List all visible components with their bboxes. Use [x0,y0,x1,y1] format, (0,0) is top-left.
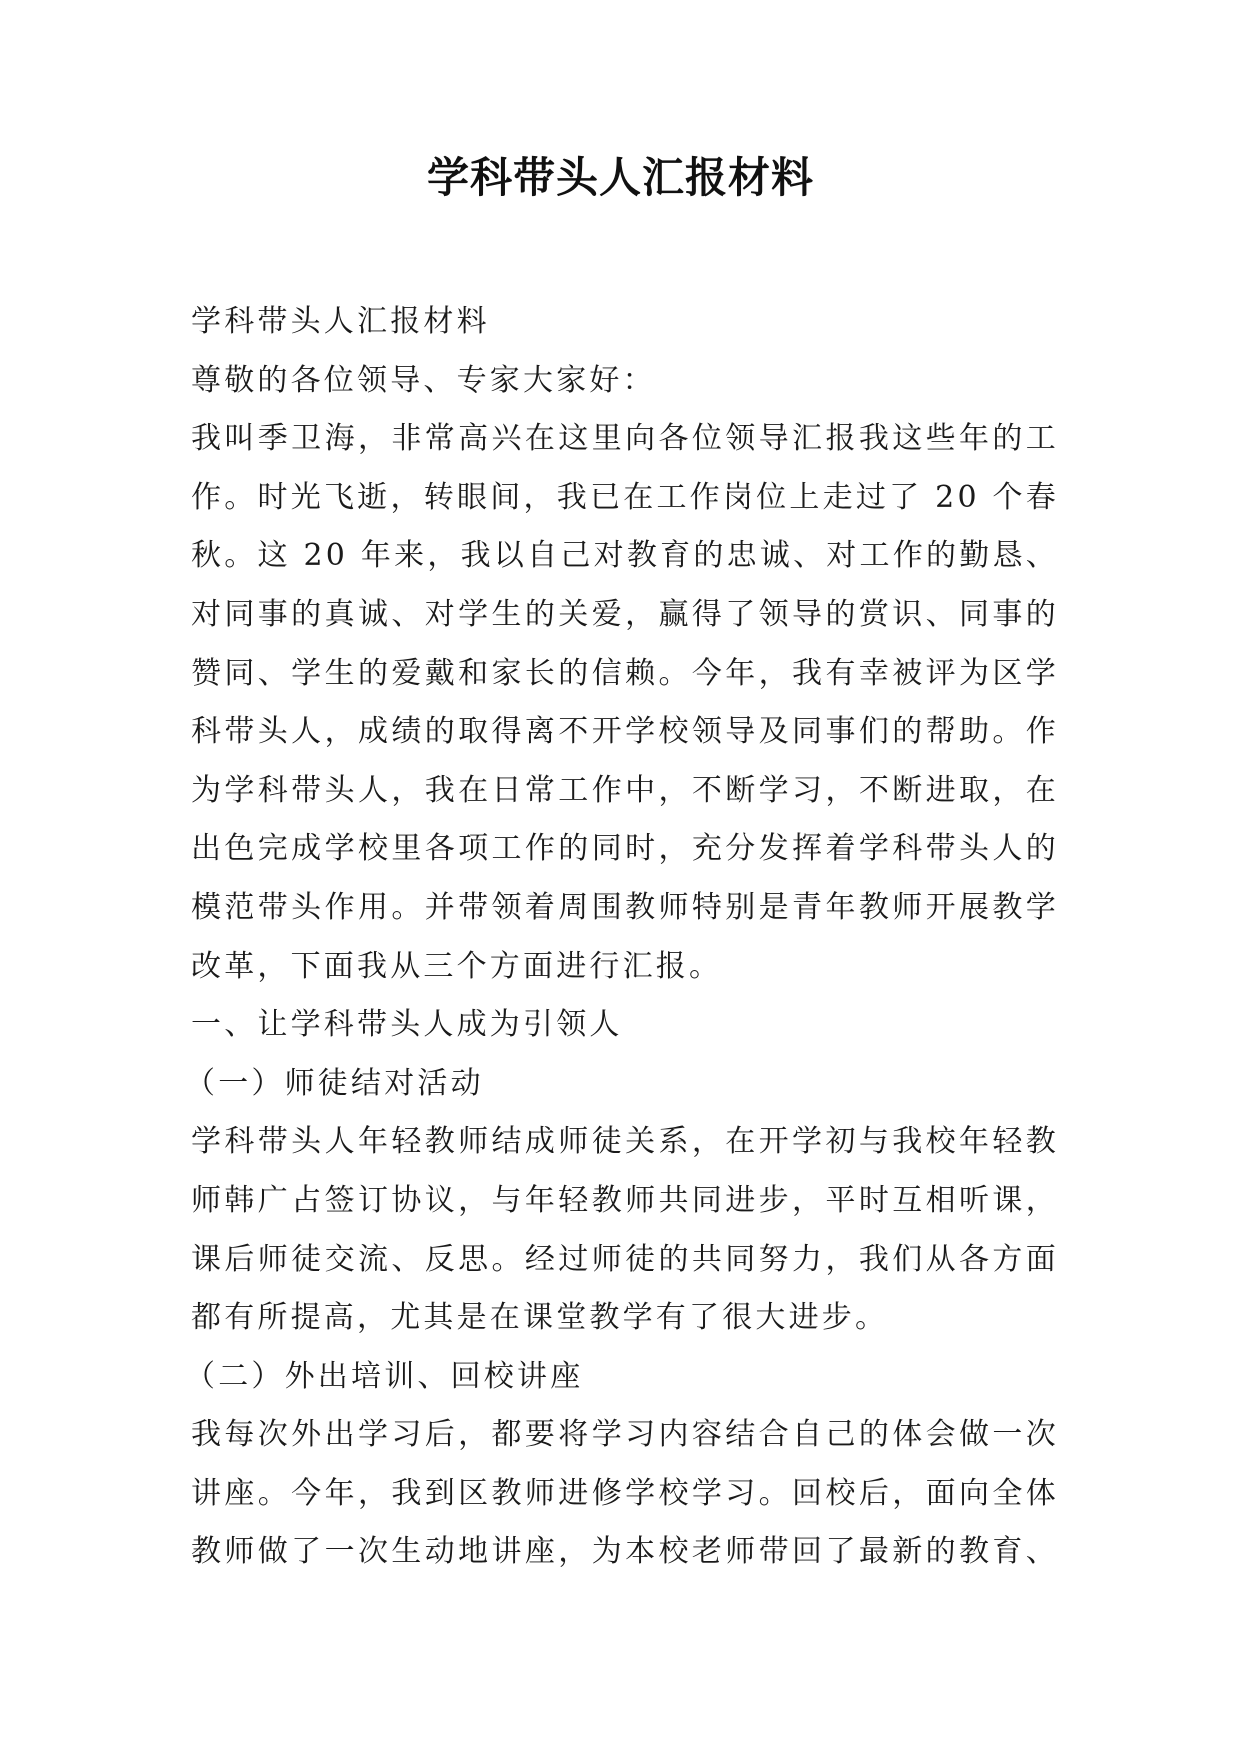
body-line: 改革，下面我从三个方面进行汇报。 [191,948,723,984]
body-line: 教师做了一次生动地讲座，为本校老师带回了最新的教育、 [191,1534,1059,1570]
body-line: 模范带头作用。并带领着周围教师特别是青年教师开展教学 [191,889,1059,925]
body-line: 都有所提高，尤其是在课堂教学有了很大进步。 [191,1300,889,1336]
subsection-heading-2: （二）外出培训、回校讲座 [185,1358,584,1394]
body-line: 讲座。今年，我到区教师进修学校学习。回校后，面向全体 [191,1475,1059,1511]
body-line: 对同事的真诚、对学生的关爱，赢得了领导的赏识、同事的 [191,596,1059,632]
section-heading-1: 一、让学科带头人成为引领人 [191,1007,623,1043]
body-line: 为学科带头人，我在日常工作中，不断学习，不断进取，在 [191,772,1059,808]
body-line: 秋。这 20 年来，我以自己对教育的忠诚、对工作的勤恳、 [191,538,1059,574]
body-line: 课后师徒交流、反思。经过师徒的共同努力，我们从各方面 [191,1241,1059,1277]
document-title: 学科带头人汇报材料 [426,153,814,202]
body-line-subtitle: 学科带头人汇报材料 [191,304,490,339]
body-line: 赞同、学生的爱戴和家长的信赖。今年，我有幸被评为区学 [191,655,1059,691]
body-line: 科带头人，成绩的取得离不开学校领导及同事们的帮助。作 [191,714,1059,750]
body-line-greeting: 尊敬的各位领导、专家大家好： [191,362,656,398]
body-line: 我叫季卫海，非常高兴在这里向各位领导汇报我这些年的工 [191,421,1059,457]
document-body [185,293,1059,1582]
body-line: 师韩广占签订协议，与年轻教师共同进步，平时互相听课， [191,1182,1059,1218]
body-line: 作。时光飞逝，转眼间，我已在工作岗位上走过了 20 个春 [191,479,1059,515]
body-line: 我每次外出学习后，都要将学习内容结合自己的体会做一次 [191,1417,1059,1453]
subsection-heading-1: （一）师徒结对活动 [185,1065,484,1101]
body-line: 出色完成学校里各项工作的同时，充分发挥着学科带头人的 [191,831,1059,867]
body-line: 学科带头人年轻教师结成师徒关系，在开学初与我校年轻教 [191,1124,1059,1160]
